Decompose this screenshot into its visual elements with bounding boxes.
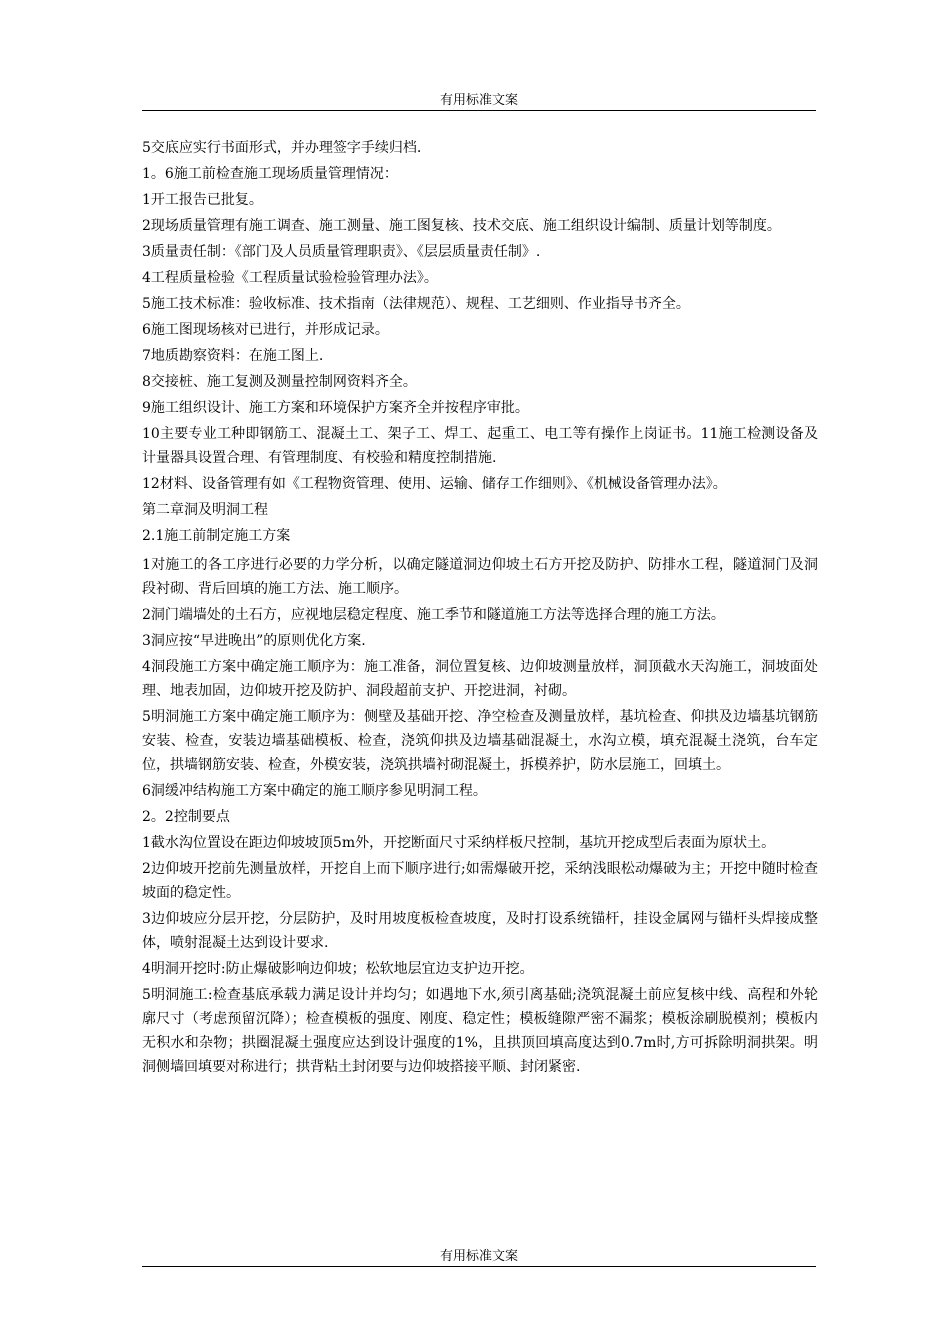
paragraph: 2现场质量管理有施工调查、施工测量、施工图复核、技术交底、施工组织设计编制、质量计划等制度。 [142,218,781,234]
document-body [142,136,818,1081]
paragraph: 1对施工的各工序进行必要的力学分析，以确定隧道洞边仰坡土石方开挖及防护、防排水工程，隧道洞门及洞段衬砌、背后回填的施工方法、施工顺序。 [142,557,818,597]
paragraph: 4洞段施工方案中确定施工顺序为：施工准备，洞位置复核、边仰坡测量放样，洞顶截水天沟施工，洞坡面处理、地表加固，边仰坡开挖及防护、洞段超前支护、开挖进洞，衬砌。 [142,659,818,699]
paragraph: 5明洞施工方案中确定施工顺序为：侧壁及基础开挖、净空检查及测量放样，基坑检查、仰拱及边墙基坑钢筋安装、检查，安装边墙基础模板、检查，浇筑仰拱及边墙基础混凝土，水沟立模，填充混凝土浇筑，台车定位，拱墙钢筋安装、检查，外模安装，浇筑拱墙衬砌混凝土，拆模养护，防水层施工，回填土。 [142,709,818,773]
paragraph: 2洞门端墙处的土石方，应视地层稳定程度、施工季节和隧道施工方法等选择合理的施工方法。 [142,607,725,623]
paragraph: 5明洞施工:检查基底承载力满足设计并均匀；如遇地下水,须引离基础;浇筑混凝土前应复核中线、高程和外轮廓尺寸（考虑预留沉降）；检查模板的强度、刚度、稳定性；模板缝隙严密不漏浆；模板涂刷脱模剂；模板内无积水和杂物；拱圈混凝土强度应达到设计强度的1%，且拱顶回填高度达到0.7m时,方可拆除明洞拱架。明洞侧墙回填要对称进行；拱背粘土封闭要与边仰坡搭接平顺、封闭紧密. [142,987,818,1075]
paragraph: 7地质勘察资料：在施工图上. [142,348,324,364]
paragraph: 10主要专业工种即钢筋工、混凝土工、架子工、焊工、起重工、电工等有操作上岗证书。11施工检测设备及计量器具设置合理、有管理制度、有校验和精度控制措施. [142,426,818,466]
page-footer: 有用标准文案 [142,1248,816,1267]
paragraph: 5施工技术标准：验收标准、技术指南（法律规范）、规程、工艺细则、作业指导书齐全。 [142,296,690,312]
paragraph: 4明洞开挖时:防止爆破影响边仰坡；松软地层宜边支护边开挖。 [142,961,534,977]
paragraph: 3洞应按“早进晚出”的原则优化方案. [142,633,366,649]
paragraph: 1截水沟位置设在距边仰坡坡顶5m外，开挖断面尺寸采纳样板尺控制，基坑开挖成型后表面为原状土。 [142,835,776,851]
paragraph: 3边仰坡应分层开挖，分层防护，及时用坡度板检查坡度，及时打设系统锚杆，挂设金属网与锚杆头焊接成整体，喷射混凝土达到设计要求. [142,911,818,951]
paragraph: 2边仰坡开挖前先测量放样，开挖自上而下顺序进行;如需爆破开挖，采纳浅眼松动爆破为主；开挖中随时检查坡面的稳定性。 [142,861,818,901]
paragraph: 12材料、设备管理有如《工程物资管理、使用、运输、储存工作细则》、《机械设备管理办法》。 [142,476,727,492]
paragraph: 6施工图现场核对已进行，并形成记录。 [142,322,389,338]
section-heading: 2.1施工前制定施工方案 [142,528,291,544]
section-heading: 2。2控制要点 [142,809,230,825]
chapter-heading: 第二章洞及明洞工程 [142,502,268,518]
paragraph: 1。6施工前检查施工现场质量管理情况： [142,166,398,182]
paragraph: 3质量责任制：《部门及人员质量管理职责》、《层层质量责任制》. [142,244,541,260]
paragraph: 1开工报告已批复。 [142,192,263,208]
paragraph: 5交底应实行书面形式，并办理签字手续归档. [142,140,422,156]
paragraph: 6洞缓冲结构施工方案中确定的施工顺序参见明洞工程。 [142,783,487,799]
paragraph: 4工程质量检验《工程质量试验检验管理办法》。 [142,270,438,286]
paragraph: 8交接桩、施工复测及测量控制网资料齐全。 [142,374,417,390]
page-header: 有用标准文案 [142,92,816,111]
paragraph: 9施工组织设计、施工方案和环境保护方案齐全并按程序审批。 [142,400,529,416]
